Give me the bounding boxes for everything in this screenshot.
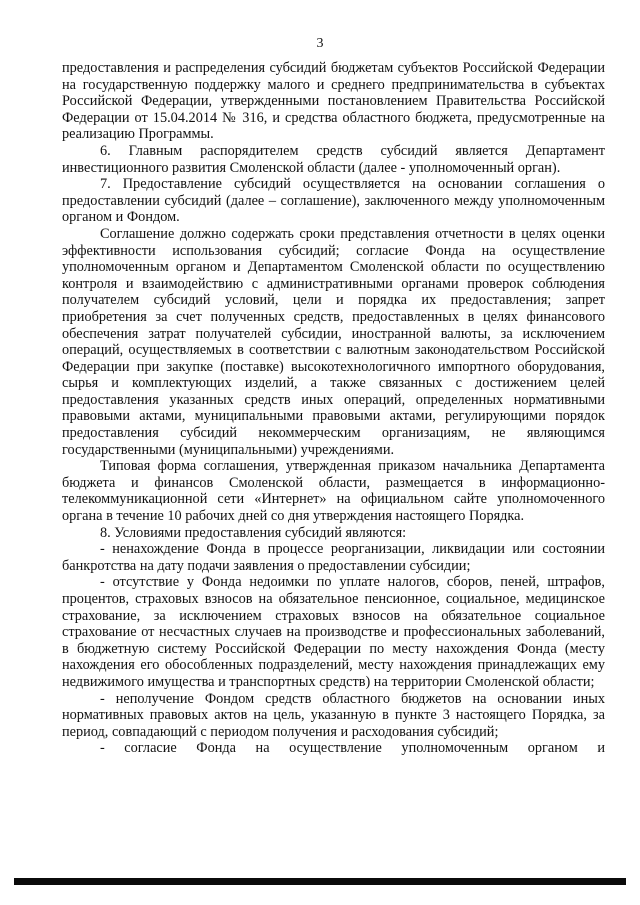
list-item: - ненахождение Фонда в процессе реорганизации, ликвидации или состоянии банкротства на дату подачи заявления о предоставлении субсидии; bbox=[62, 541, 605, 574]
paragraph: Соглашение должно содержать сроки представления отчетности в целях оценки эффективности использования субсидий; согласие Фонда на осуществление уполномоченным органом и Департаментом Смоленской области по осуществлению контроля и взаимодействию с административными органами проверок соблюдения получателем субсидий условий, цели и порядка их предоставления; запрет приобретения за счет полученных средств, предоставленных в целях финансового обеспечения затрат получателей субсидии, иностранной валюты, за исключением операций, осуществляемых в соответствии с валютным законодательством Российской Федерации при закупке (поставке) высокотехнологичного импортного оборудования, сырья и комплектующих изделий, а также связанных с достижением целей предоставления указанных средств иных операций, определенных нормативными правовыми актами, муниципальными правовыми актами, регулирующими порядок предоставления субсидий некоммерческим организациям, не являющимся государственными (муниципальными) учреждениями. bbox=[62, 225, 605, 458]
list-item: - согласие Фонда на осуществление уполномоченным органом и bbox=[100, 740, 605, 757]
list-item: - неполучение Фондом средств областного бюджетов на основании иных нормативных правовых актов на цель, указанную в пункте 3 настоящего Порядка, за период, совпадающий с периодом получения и расходования субсидий; bbox=[62, 690, 605, 740]
scan-edge-bar bbox=[14, 878, 626, 885]
list-item: - отсутствие у Фонда недоимки по уплате налогов, сборов, пеней, штрафов, процентов, страховых взносов на обязательное пенсионное, социальное, медицинское страхование, за исключением страховых взносов на обязательное социальное страхование от несчастных случаев на производстве и профессиональных заболеваний, в бюджетную систему Российской Федерации по месту нахождения Фонда (месту нахождения его обособленных подразделений, месту нахождения принадлежащих ему недвижимого имущества и транспортных средств) на территории Смоленской области; bbox=[62, 574, 605, 690]
paragraph: предоставления и распределения субсидий бюджетам субъектов Российской Федерации на государственную поддержку малого и среднего предпринимательства в субъектах Российской Федерации, утвержденными постановлением Правительства Российской Федерации от 15.04.2014 № 316, и средства областного бюджета, предусмотренные на реализацию Программы. bbox=[62, 60, 605, 143]
paragraph: 8. Условиями предоставления субсидий являются: bbox=[100, 524, 407, 541]
paragraph: Типовая форма соглашения, утвержденная приказом начальника Департамента бюджета и финансов Смоленской области, размещается в информационно-телекоммуникационной сети «Интернет» на официальном сайте уполномоченного органа в течение 10 рабочих дней со дня утверждения настоящего Порядка. bbox=[62, 458, 605, 525]
document-body bbox=[62, 60, 605, 757]
page-number: 3 bbox=[316, 36, 324, 51]
paragraph: 6. Главным распорядителем средств субсидий является Департамент инвестиционного развития Смоленской области (далее - уполномоченный орган). bbox=[62, 142, 605, 176]
paragraph: 7. Предоставление субсидий осуществляется на основании соглашения о предоставлении субсидий (далее – соглашение), заключенного между уполномоченным органом и Фондом. bbox=[62, 176, 605, 226]
